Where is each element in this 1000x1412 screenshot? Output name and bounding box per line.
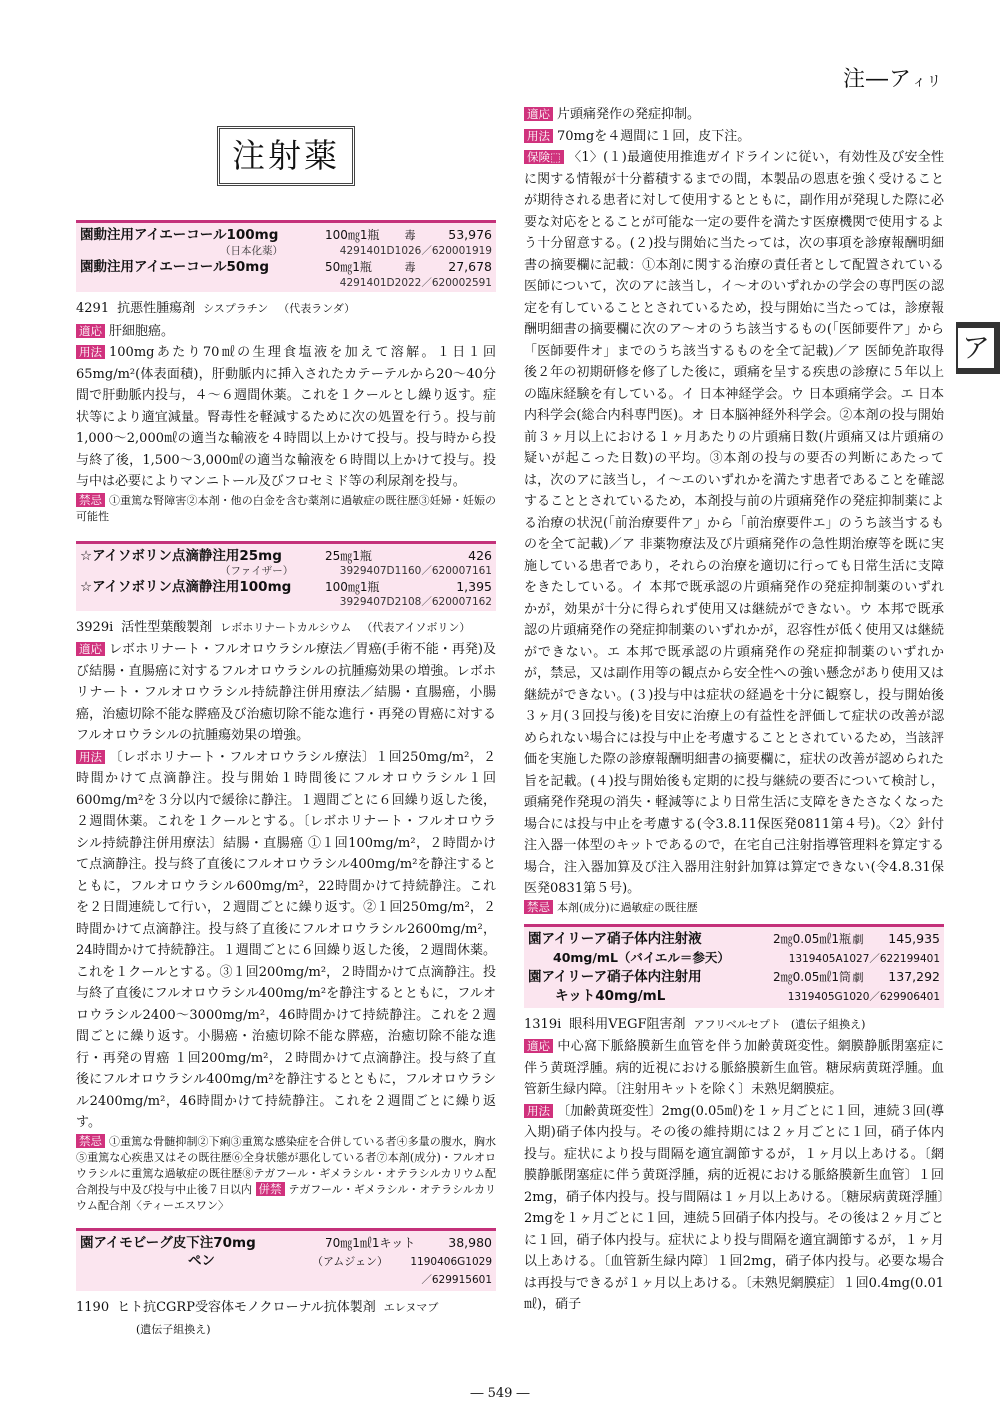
contraindication: 禁忌 ①重篤な腎障害②本剤・他の白金を含む薬剤に過敏症の既往歴③妊婦・妊娠の可能性 <box>76 492 496 523</box>
drug-class-line: 1190 ヒト抗CGRP受容体モノクローナル抗体製剤 エレヌマブ <box>76 1299 439 1315</box>
dosage: 用法 〔加齢黄斑変性〕2mg(0.05㎖)を１ヶ月ごとに１回，連続３回(導入期)硝子体内投与。その後の維持期には２ヶ月ごとに１回，硝子体内投与。症状により投与間隔を適宜調節するが，１ヶ月以上あける。〔網膜静脈閉塞症に伴う黄斑浮腫，病的近視における脈絡膜新生血管〕１回2mg，硝子体内投与。投与間隔は１ヶ月以上あける。〔糖尿病黄斑浮腫〕2mgを１ヶ月ごとに１回，連続５回硝子体内投与。その後は２ヶ月ごとに１回，硝子体内投与。症状により投与間隔を適宜調節するが，１ヶ月以上あける。〔血管新生緑内障〕１回2mg，硝子体内投与。必要な場合は再投与できるが１ヶ月以上あける。〔未熟児網膜症〕１回0.4mg(0.01㎖)，硝子 <box>524 1103 944 1312</box>
contraindication: 禁忌 ①重篤な骨髄抑制②下痢③重篤な感染症を合併している者④多量の腹水，胸水⑤重篤な心疾患又はその既往歴⑥全身状態が悪化している者⑦本剤(成分)・フルオロウラシルに重篤な過敏症の既往歴⑧テガフール・ギメラシル・オテラシルカリウム配合剤投与中及び投与中止後７日以内 併禁 テガフール・ギメラシル・オテラシルカリウム配合剤〈ティーエスワン〉 <box>76 1133 496 1212</box>
indication: 適応 肝細胞癌。 <box>76 321 496 343</box>
product-row: 園動注用アイエーコール50mg 50㎎1瓶 毒 27,678 <box>80 259 492 275</box>
product-box: 園アイリーア硝子体内注射液 2㎎0.05㎖1瓶 劇 145,935 40mg/mL（バイエル＝参天） 1319405A1027／622199401 園アイリーア硝子体内注射用 2㎎0.05㎖1筒 劇 137,292 キット40mg/mL 1319405G1020／629906401 <box>524 924 944 1008</box>
dosage: 用法 100mgあたり70㎖の生理食塩液を加えて溶解。１日１回65mg/m²(体表面積)，肝動脈内に挿入されたカテーテルから20〜40分間で肝動脈内投与，４〜６週間休薬。これを１クールとし繰り返す。症状等により適宜減量。腎毒性を軽減するために次の処置を行う。投与前1,000〜2,000㎖の適当な輸液を４時間以上かけて投与。投与時から投与終了後，1,500〜3,000㎖の適当な輸液を６時間以上かけて投与。投与中は必要によりマンニトール及びフロセミド等の利尿剤を投与。 <box>76 345 496 489</box>
insurance-note: 保険⬚ 〈1〉(１)最適使用推進ガイドラインに従い，有効性及び安全性に関する情報が十分蓄積するまでの間，本製品の恩恵を強く受けることが期待される患者に対して使用するとともに，副作用が発現した際に必要な対応をとることが可能な一定の要件を満たす医療機関で使用するよう十分留意する。(２)投与開始に当たっては，次の事項を診療報酬明細書の摘要欄に記載：①本剤に関する治療の責任者として配置されている医師について，次のアに該当し，イ〜オのいずれかの学会の専門医の認定を有していることとされているため，投与開始に当たっては，診療報酬明細書の摘要欄に次のア〜オのうち該当するもの(「医師要件ア」から「医師要件オ」までのうち該当するものを全て記載)／ア 医師免許取得後２年の初期研修を修了した後に，頭痛を呈する疾患の診療に５年以上の臨床経験を有している。イ 日本神経学会。ウ 日本頭痛学会。エ 日本内科学会(総合内科専門医)。オ 日本脳神経外科学会。②本剤の投与開始前３ヶ月以上における１ヶ月あたりの片頭痛日数(片頭痛又は片頭痛の疑いが起こった日数)の平均。③本剤の投与の要否の判断にあたっては，次のアに該当し，イ〜エのいずれかを満たす患者であることを確認することとされているため，本剤投与前の片頭痛発作の発症抑制薬による治療の状況(「前治療要件ア」から「前治療要件エ」のうち該当するものを全て記載)／ア 非薬物療法及び片頭痛発作の急性期治療等を既に実施している患者であり，それらの治療を適切に行っても日常生活に支障をきたしている。イ 本邦で既承認の片頭痛発作の発症抑制薬のいずれかが，効果が十分に得られず使用又は継続ができない。ウ 本邦で既承認の片頭痛発作の発症抑制薬のいずれかが，忍容性が低く使用又は継続ができない。エ 本邦で既承認の片頭痛発作の発症抑制薬のいずれかが，禁忌，又は副作用等の観点から安全性への強い懸念があり使用又は継続ができない。(３)投与中は症状の経過を十分に観察し，投与開始後３ヶ月(３回投与後)を目安に治療上の有益性を評価して症状の改善が認められない場合には投与中止を考慮することとされているため，当該評価を実施した際の診療報酬明細書の摘要欄に，症状の改善が認められた旨を記載。(４)投与開始後も定期的に投与継続の要否について検討し，頭痛発作発現の消失・軽減等により日常生活に支障をきたさなくなった場合には投与中止を考慮する(令3.8.11保医発0811第４号)。〈2〉針付注入器一体型のキットであるので，在宅自己注射指導管理料を算定する場合，注入器加算及び注入器用注射針加算は算定できない(令4.8.31保医発0831第５号)。 <box>524 150 944 896</box>
drug-class-line: 3929i 活性型葉酸製剤 レボホリナートカルシウム （代表アイソボリン） <box>76 619 471 635</box>
indication: 適応 レボホリナート・フルオロウラシル療法／胃癌(手術不能・再発)及び結腸・直腸癌に対するフルオロウラシルの抗腫瘍効果の増強。レボホリナート・フルオロウラシル持続静注併用療法／結腸・直腸癌，小腸癌，治癒切除不能な膵癌及び治癒切除不能な進行・再発の胃癌に対するフルオロウラシルの抗腫瘍効果の増強。 <box>76 642 496 743</box>
dosage: 用法 70mgを４週間に１回，皮下注。 <box>524 126 944 148</box>
page-number: ― 549 ― <box>470 1386 530 1401</box>
product-box: 園アイモビーグ皮下注70mg 70㎎1㎖1キット 38,980 ペン （アムジェン） 1190406G1029／629915601 <box>76 1228 496 1291</box>
product-row: 園動注用アイエーコール100mg 100㎎1瓶 毒 53,976 <box>80 227 492 243</box>
product-box: ☆アイソボリン点滴静注用25mg 25㎎1瓶 426 （ファイザー） 3929407D1160／620007161 ☆アイソボリン点滴静注用100mg 100㎎1瓶 1,395 3929407D2108／620007162 <box>76 541 496 611</box>
section-title: 注射薬 <box>217 126 355 186</box>
running-header: 注―アィリ <box>842 67 942 92</box>
index-tab: ア <box>956 322 1000 374</box>
contraindication: 禁忌 本剤(成分)に過敏症の既往歴 <box>524 900 944 916</box>
indication: 適応 片頭痛発作の発症抑制。 <box>524 104 944 126</box>
left-column: 園動注用アイエーコール100mg 100㎎1瓶 毒 53,976 （日本化薬） 4291401D1026／620001919 園動注用アイエーコール50mg 50㎎1瓶 毒 27,678 4291401D2022／620002591 4291 抗悪性腫瘍剤 シスプラチン （代表ランダ） 適応 肝細胞癌。 用法 100mgあたり70㎖の生理食塩液を加えて溶解。１日１回65mg/m²(体表面積)，肝動脈内に挿入されたカテーテルから20〜40分間で肝動脈内投与，４〜６週間休薬。これを１クールとし繰り返す。症状等により適宜減量。腎毒性を軽減するために次の処置を行う。投与前1,000〜2,000㎖の適当な輸液を４時間以上かけて投与。投与時から投与終了後，1,500〜3,000㎖の適当な輸液を６時間以上かけて投与。投与中は必要によりマンニトール及びフロセミド等の利尿剤を投与。 禁忌 ①重篤な腎障害②本剤・他の白金を含む薬剤に過敏症の既往歴③妊婦・妊娠の可能性 ☆アイソボリン点滴静注用25mg 25㎎1瓶 426 （ファイザー） 3929407D1160／620007161 ☆アイソボリン点滴静注用100mg 100㎎1瓶 1,395 3929407D2108／620007162 3929i 活性型葉酸製剤 レボホリナートカルシウム （代表アイソボリン） 適応 レボホリナート・フルオロウラシル療法／胃癌(手術不能・再発)及び結腸・直腸癌に対するフルオロウラシルの抗腫瘍効果の増強。レボホリナート・フルオロウラシル持続静注併用療法／結腸・直腸癌，小腸癌，治癒切除不能な膵癌及び治癒切除不能な進行・再発の胃癌に対するフルオロウラシルの抗腫瘍効果の増強。 用法 〔レボホリナート・フルオロウラシル療法〕１回250mg/m²，２時間かけて点滴静注。投与開始１時間後にフルオロウラシル１回600mg/m²を３分以内で緩徐に静注。１週間ごとに６回繰り返した後，２週間休薬。これを１クールとする。〔レボホリナート・フルオロウラシル持続静注併用療法〕結腸・直腸癌 ①１回100mg/m²，２時間かけて点滴静注。投与終了直後にフルオロウラシル400mg/m²を静注するとともに，フルオロウラシル600mg/m²，22時間かけて持続静注。これを２日間連続して行い，２週間ごとに繰り返す。②１回250mg/m²，２時間かけて点滴静注。投与終了直後にフルオロウラシル2600mg/m²，24時間かけて持続静注。１週間ごとに６回繰り返した後，２週間休薬。これを１クールとする。③１回200mg/m²，２時間かけて点滴静注。投与終了直後にフルオロウラシル400mg/m²を静注するとともに，フルオロウラシル2400〜3000mg/m²，46時間かけて持続静注。これを２週間ごとに繰り返す。小腸癌・治癒切除不能な膵癌，治癒切除不能な進行・再発の胃癌 １回200mg/m²，２時間かけて点滴静注。投与終了直後にフルオロウラシル400mg/m²を静注するとともに，フルオロウラシル2400mg/m²，46時間かけて持続静注。これを２週間ごとに繰り返す。 禁忌 ①重篤な骨髄抑制②下痢③重篤な感染症を合併している者④多量の腹水，胸水⑤重篤な心疾患又はその既往歴⑥全身状態が悪化している者⑦本剤(成分)・フルオロウラシルに重篤な過敏症の既往歴⑧テガフール・ギメラシル・オテラシルカリウム配合剤投与中及び投与中止後７日以内 併禁 テガフール・ギメラシル・オテラシルカリウム配合剤〈ティーエスワン〉 園アイモビーグ皮下注70mg 70㎎1㎖1キット 38,980 ペン （アムジェン） 1190406G1029／629915601 1190 ヒト抗CGRP受容体モノクローナル抗体製剤 エレヌマブ (遺伝子組換え) <box>76 220 496 1342</box>
dosage: 用法 〔レボホリナート・フルオロウラシル療法〕１回250mg/m²，２時間かけて点滴静注。投与開始１時間後にフルオロウラシル１回600mg/m²を３分以内で緩徐に静注。１週間ごとに６回繰り返した後，２週間休薬。これを１クールとする。〔レボホリナート・フルオロウラシル持続静注併用療法〕結腸・直腸癌 ①１回100mg/m²，２時間かけて点滴静注。投与終了直後にフルオロウラシル400mg/m²を静注するとともに，フルオロウラシル600mg/m²，22時間かけて持続静注。これを２日間連続して行い，２週間ごとに繰り返す。②１回250mg/m²，２時間かけて点滴静注。投与終了直後にフルオロウラシル2600mg/m²，24時間かけて持続静注。１週間ごとに６回繰り返した後，２週間休薬。これを１クールとする。③１回200mg/m²，２時間かけて点滴静注。投与終了直後にフルオロウラシル400mg/m²を静注するとともに，フルオロウラシル2400〜3000mg/m²，46時間かけて持続静注。これを２週間ごとに繰り返す。小腸癌・治癒切除不能な膵癌，治癒切除不能な進行・再発の胃癌 １回200mg/m²，２時間かけて点滴静注。投与終了直後にフルオロウラシル400mg/m²を静注するとともに，フルオロウラシル2400mg/m²，46時間かけて持続静注。これを２週間ごとに繰り返す。 <box>76 749 496 1130</box>
indication: 適応 中心窩下脈絡膜新生血管を伴う加齢黄斑変性。網膜静脈閉塞症に伴う黄斑浮腫。病的近視における脈絡膜新生血管。糖尿病黄斑浮腫。血管新生緑内障。〔注射用キットを除く〕未熟児網膜症。 <box>524 1039 944 1097</box>
drug-class-line: 1319i 眼科用VEGF阻害剤 アフリベルセプト (遺伝子組換え) <box>524 1016 866 1032</box>
product-box: 園動注用アイエーコール100mg 100㎎1瓶 毒 53,976 （日本化薬） 4291401D1026／620001919 園動注用アイエーコール50mg 50㎎1瓶 毒 27,678 4291401D2022／620002591 <box>76 220 496 292</box>
drug-class-line: 4291 抗悪性腫瘍剤 シスプラチン （代表ランダ） <box>76 301 356 316</box>
right-column <box>524 104 944 1316</box>
